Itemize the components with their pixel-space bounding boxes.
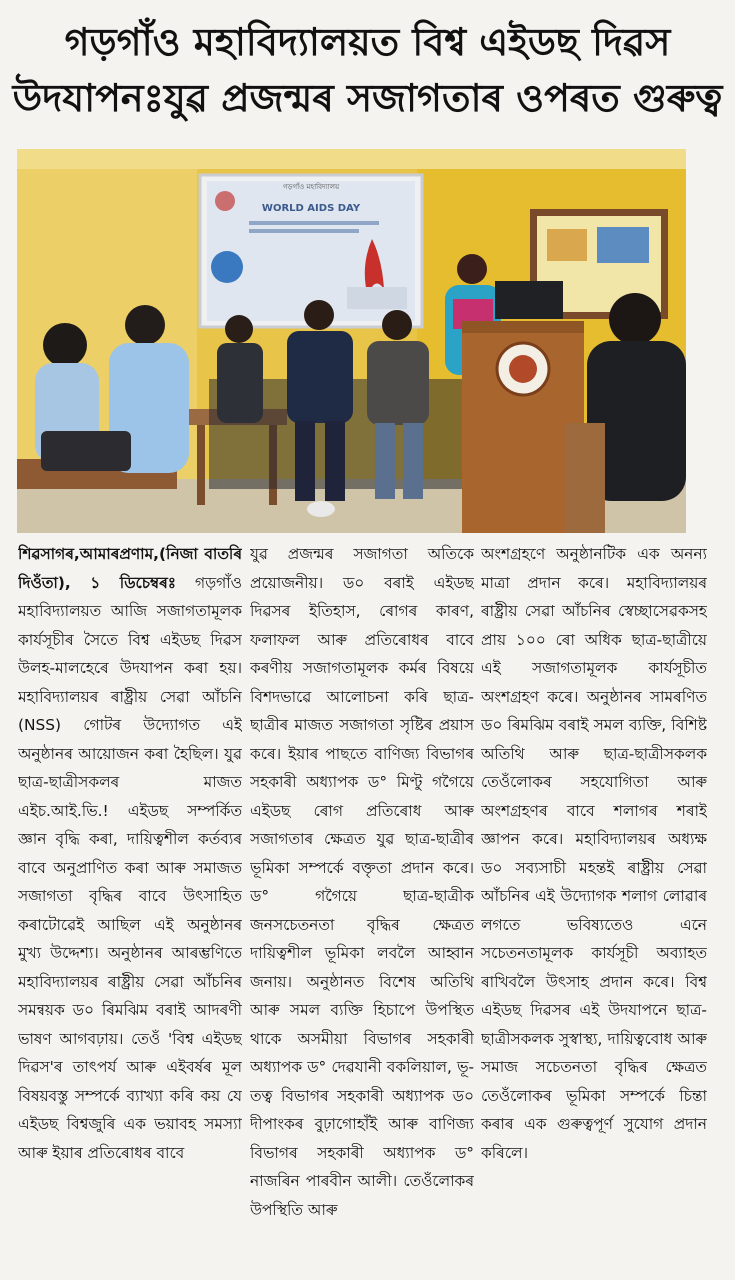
headline (0, 0, 735, 150)
headline-line-1: গড়গাঁও মহাবিদ্যালয়ত বিশ্ব এইডছ দিৱস (64, 20, 671, 64)
headline-line-2: উদযাপনঃযুৱ প্ৰজন্মৰ সজাগতাৰ ওপৰত গুৰুত্ব (12, 76, 723, 120)
article-dateline: শিৱসাগৰ,আমাৰপ্ৰণাম,(নিজা বাতৰি দিওঁতা), ১ ডিচেম্বৰঃ (18, 545, 242, 592)
banner-title: WORLD AIDS DAY (261, 203, 361, 214)
banner-org: গড়গাঁও মহাবিদ্যালয় (282, 183, 340, 191)
article-column-2-text: যুৱ প্ৰজন্মৰ সজাগতা অতিকে প্ৰয়োজনীয়। ড০ বৰাই এইডছ দিৱসৰ ইতিহাস, ৰোগৰ কাৰণ, ফলাফল আৰু প্ৰতিৰোধৰ বাবে কৰণীয় সজাগতামূলক কৰ্মৰ বিষয়ে বিশদভাৱে আলোচনা কৰি ছাত্ৰ-ছাত্ৰীৰ মাজত সজাগতা সৃষ্টিৰ প্ৰয়াস কৰে। ইয়াৰ পাছতে বাণিজ্য বিভাগৰ সহকাৰী অধ্যাপক ড° মিণ্টু গগৈয়ে এইডছ ৰোগ প্ৰতিৰোধ আৰু সজাগতাৰ ক্ষেত্ৰত যুৱ ছাত্ৰ-ছাত্ৰীৰ ভূমিকা সম্পৰ্কে বক্তৃতা প্ৰদান কৰে। ড° গগৈয়ে ছাত্ৰ-ছাত্ৰীক জনসচেতনতা বৃদ্ধিৰ ক্ষেত্ৰত দায়িত্বশীল ভূমিকা লবলৈ আহ্বান জনায়। অনুষ্ঠানত বিশেষ অতিথি আৰু সমল ব্যক্তি হিচাপে উপস্থিত থাকে অসমীয়া বিভাগৰ সহকাৰী অধ্যাপক ড° দেৱযানী বকলিয়াল, ভূ-তত্ব বিভাগৰ সহকাৰী অধ্যাপক ড০ দীপাংকৰ বুঢ়াগোহাঁই আৰু বাণিজ্য বিভাগৰ সহকাৰী অধ্যাপক ড° নাজৰিন পাৰবীন আলী। তেওঁলোকৰ উপস্থিতি আৰু (250, 545, 474, 1219)
news-photo (17, 149, 686, 533)
article-column-2 (250, 540, 474, 1270)
article-column-1 (18, 540, 242, 1270)
article-column-3-text: অংশগ্ৰহণে অনুষ্ঠানটিক এক অনন্য মাত্ৰা প্ৰদান কৰে। মহাবিদ্যালয়ৰ ৰাষ্ট্ৰীয় সেৱা আঁচনিৰ স্বেচ্ছাসেৱকসহ প্ৰায় ১০০ ৰো অধিক ছাত্ৰ-ছাত্ৰীয়ে এই সজাগতামূলক কাৰ্যসূচীত অংশগ্ৰহণ কৰে। অনুষ্ঠানৰ সামৰণিত ড০ ৰিমঝিম বৰাই সমল ব্যক্তি, বিশিষ্ট অতিথি আৰু ছাত্ৰ-ছাত্ৰীসকলক তেওঁলোকৰ সহযোগিতা আৰু অংশগ্ৰহণৰ বাবে শলাগৰ শৰাই জ্ঞাপন কৰে। মহাবিদ্যালয়ৰ অধ্যক্ষ ড০ সব্যসাচী মহন্তই ৰাষ্ট্ৰীয় সেৱা আঁচনিৰ এই উদ্যোগক শলাগ লোৱাৰ লগতে ভবিষ্যতেও এনে সচেতনতামূলক কাৰ্যসূচী অব্যাহত ৰাখিবলৈ উৎসাহ প্ৰদান কৰে। বিশ্ব এইডছ দিৱসৰ এই উদযাপনে ছাত্ৰ-ছাত্ৰীসকলক সুস্বাস্থ্য, দায়িত্ববোধ আৰু সমাজ সচেতনতা বৃদ্ধিৰ ক্ষেত্ৰত তেওঁলোকৰ ভূমিকা সম্পৰ্কে চিন্তা কৰাৰ এক গুৰুত্বপূৰ্ণ সুযোগ প্ৰদান কৰিলে। (481, 545, 707, 1162)
article-column-1-text: গড়গাঁও মহাবিদ্যালয়ত আজি সজাগতামূলক কাৰ্যসূচীৰ সৈতে বিশ্ব এইডছ দিৱস উলহ-মালহেৰে উদযাপন কৰা হয়। মহাবিদ্যালয়ৰ ৰাষ্ট্ৰীয় সেৱা আঁচনি (NSS) গোটৰ উদ্যোগত এই অনুষ্ঠানৰ আয়োজন কৰা হৈছিল। যুৱ ছাত্ৰ-ছাত্ৰীসকলৰ মাজত এইচ.আই.ভি.! এইডছ সম্পৰ্কিত জ্ঞান বৃদ্ধি কৰা, দায়িত্বশীল কৰ্তব্যৰ বাবে অনুপ্ৰাণিত কৰা আৰু সমাজত সজাগতা বৃদ্ধিৰ বাবে উৎসাহিত কৰাটোৱেই আছিল এই অনুষ্ঠানৰ মুখ্য উদ্দেশ্য। অনুষ্ঠানৰ আৰম্ভণিতে মহাবিদ্যালয়ৰ ৰাষ্ট্ৰীয় সেৱা আঁচনিৰ সমন্বয়ক ড০ ৰিমঝিম বৰাই আদৰণী ভাষণ আগবঢ়ায়। তেওঁ 'বিশ্ব এইডছ দিৱস'ৰ তাৎপৰ্য আৰু এইবৰ্ষৰ মূল বিষয়বস্তু সম্পৰ্কে ব্যাখ্যা কৰি কয় যে এইডছ বিশ্বজুৰি এক ভয়াবহ সমস্যা আৰু ইয়াৰ প্ৰতিৰোধৰ বাবে (18, 573, 242, 1162)
article-column-3 (481, 540, 707, 1270)
